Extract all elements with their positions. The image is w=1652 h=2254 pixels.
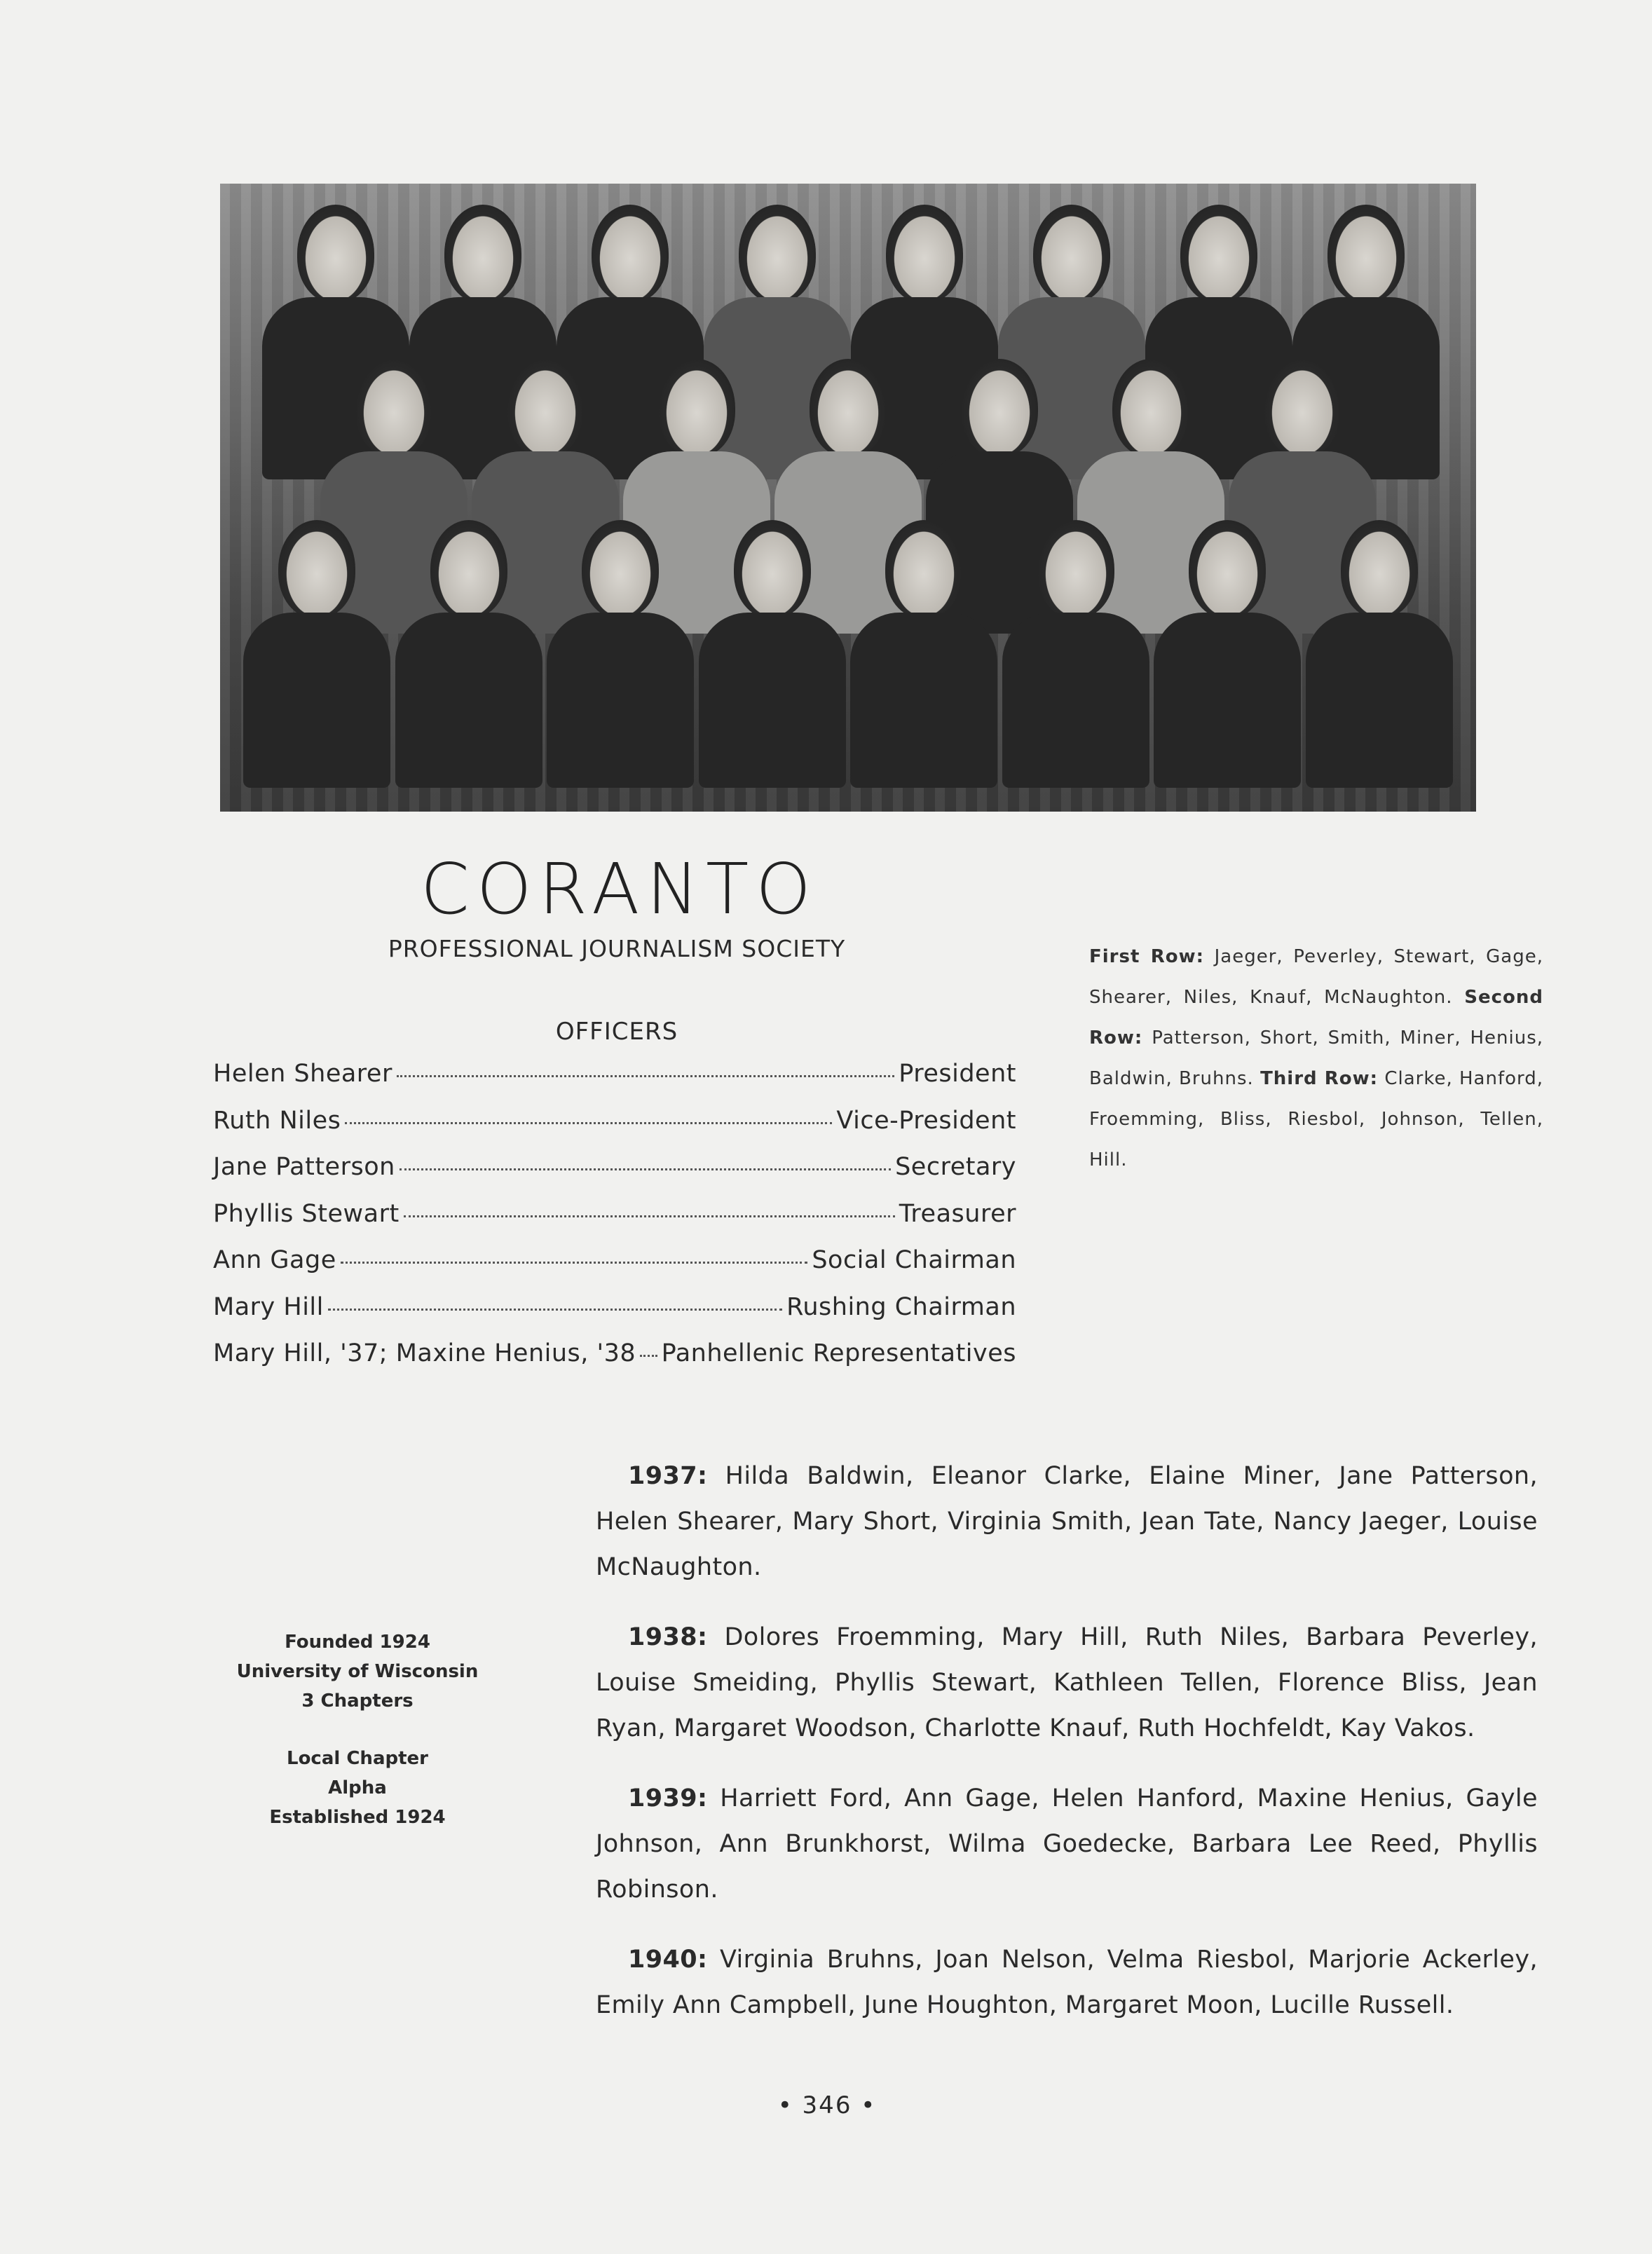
officers-list (213, 1060, 1016, 1386)
officer-role: Vice-President (836, 1106, 1016, 1135)
dot-leader (640, 1355, 657, 1357)
dot-leader (404, 1215, 895, 1217)
officer-role: Treasurer (899, 1199, 1016, 1228)
photo-person (243, 520, 390, 788)
class-1938 (596, 1615, 1538, 1751)
group-photo (220, 184, 1476, 812)
photo-person (547, 520, 694, 788)
university-text: University of Wisconsin (236, 1661, 479, 1682)
officer-name: Jane Patterson (213, 1153, 395, 1181)
class-1940 (596, 1937, 1538, 2028)
caption-third-row-names: Clarke, Hanford, Froemming, Bliss, Riesbol, Johnson, Tellen, Hill. (1089, 1068, 1544, 1170)
class-year: 1939: (628, 1784, 708, 1812)
officer-row (213, 1060, 1016, 1107)
chapter-info (210, 1627, 505, 1832)
local-chapter-text: Local Chapter (287, 1748, 428, 1769)
officer-row (213, 1153, 1016, 1200)
page-title: CORANTO (421, 848, 818, 930)
class-names: Hilda Baldwin, Eleanor Clarke, Elaine Miner, Jane Patterson, Helen Shearer, Mary Short, Virginia Smith, Jean Tate, Nancy Jaeger, Louise McNaughton. (596, 1462, 1538, 1581)
page-subtitle: PROFESSIONAL JOURNALISM SOCIETY (388, 935, 846, 962)
officer-row (213, 1339, 1016, 1386)
photo-person (1154, 520, 1301, 788)
officer-name: Mary Hill, '37; Maxine Henius, '38 (213, 1339, 636, 1367)
officer-role: Secretary (895, 1153, 1016, 1181)
caption-second-row-names: Patterson, Short, Smith, Miner, Henius, Baldwin, Bruhns. (1089, 1027, 1544, 1089)
caption-first-row-label: First Row: (1089, 946, 1205, 967)
officer-name: Ruth Niles (213, 1106, 341, 1135)
dot-leader (341, 1262, 808, 1264)
photo-person (1306, 520, 1453, 788)
chapter-name-text: Alpha (328, 1777, 387, 1798)
dot-leader (397, 1075, 894, 1077)
class-names: Harriett Ford, Ann Gage, Helen Hanford, Maxine Henius, Gayle Johnson, Ann Brunkhorst, Wilma Goedecke, Barbara Lee Reed, Phyllis Robinson. (596, 1784, 1538, 1904)
officer-name: Ann Gage (213, 1246, 336, 1274)
photo-person (850, 520, 997, 788)
class-1937 (596, 1454, 1538, 1590)
dot-leader (345, 1122, 832, 1124)
officer-row (213, 1200, 1016, 1247)
chapters-text: 3 Chapters (301, 1690, 414, 1712)
class-year: 1937: (628, 1462, 708, 1490)
photo-person (1002, 520, 1149, 788)
caption-third-row-label: Third Row: (1260, 1068, 1379, 1089)
officer-role: Social Chairman (812, 1246, 1016, 1274)
photo-person (699, 520, 846, 788)
officer-row (213, 1246, 1016, 1293)
photo-person (395, 520, 542, 788)
class-names: Dolores Froemming, Mary Hill, Ruth Niles, Barbara Peverley, Louise Smeiding, Phyllis Stewart, Kathleen Tellen, Florence Bliss, Jean Ryan, Margaret Woodson, Charlotte Knauf, Ruth Hochfeldt, Kay Vakos. (596, 1623, 1538, 1742)
class-year: 1938: (628, 1623, 708, 1651)
dot-leader (328, 1309, 782, 1311)
photo-caption (1089, 936, 1543, 1180)
officer-name: Mary Hill (213, 1292, 324, 1321)
class-lists (596, 1454, 1538, 2051)
page-number: • 346 • (777, 2091, 877, 2119)
class-1939 (596, 1776, 1538, 1913)
officer-row (213, 1293, 1016, 1340)
officer-name: Phyllis Stewart (213, 1199, 400, 1228)
dot-leader (400, 1168, 891, 1170)
officer-role: Panhellenic Representatives (661, 1339, 1016, 1367)
officers-heading: OFFICERS (555, 1018, 678, 1046)
officer-role: Rushing Chairman (786, 1292, 1016, 1321)
established-text: Established 1924 (269, 1807, 446, 1828)
photo-front-row (220, 520, 1476, 788)
caption-first-row-names: Jaeger, Peverley, Stewart, Gage, Shearer, Niles, Knauf, McNaughton. (1089, 946, 1543, 1008)
officer-role: President (899, 1060, 1016, 1088)
class-year: 1940: (628, 1946, 708, 1974)
founded-text: Founded 1924 (285, 1632, 430, 1653)
caption-second-row-label: Second Row: (1089, 987, 1544, 1049)
officer-row (213, 1107, 1016, 1154)
class-names: Virginia Bruhns, Joan Nelson, Velma Riesbol, Marjorie Ackerley, Emily Ann Campbell, June Houghton, Margaret Moon, Lucille Russell. (596, 1946, 1538, 2019)
officer-name: Helen Shearer (213, 1060, 392, 1088)
